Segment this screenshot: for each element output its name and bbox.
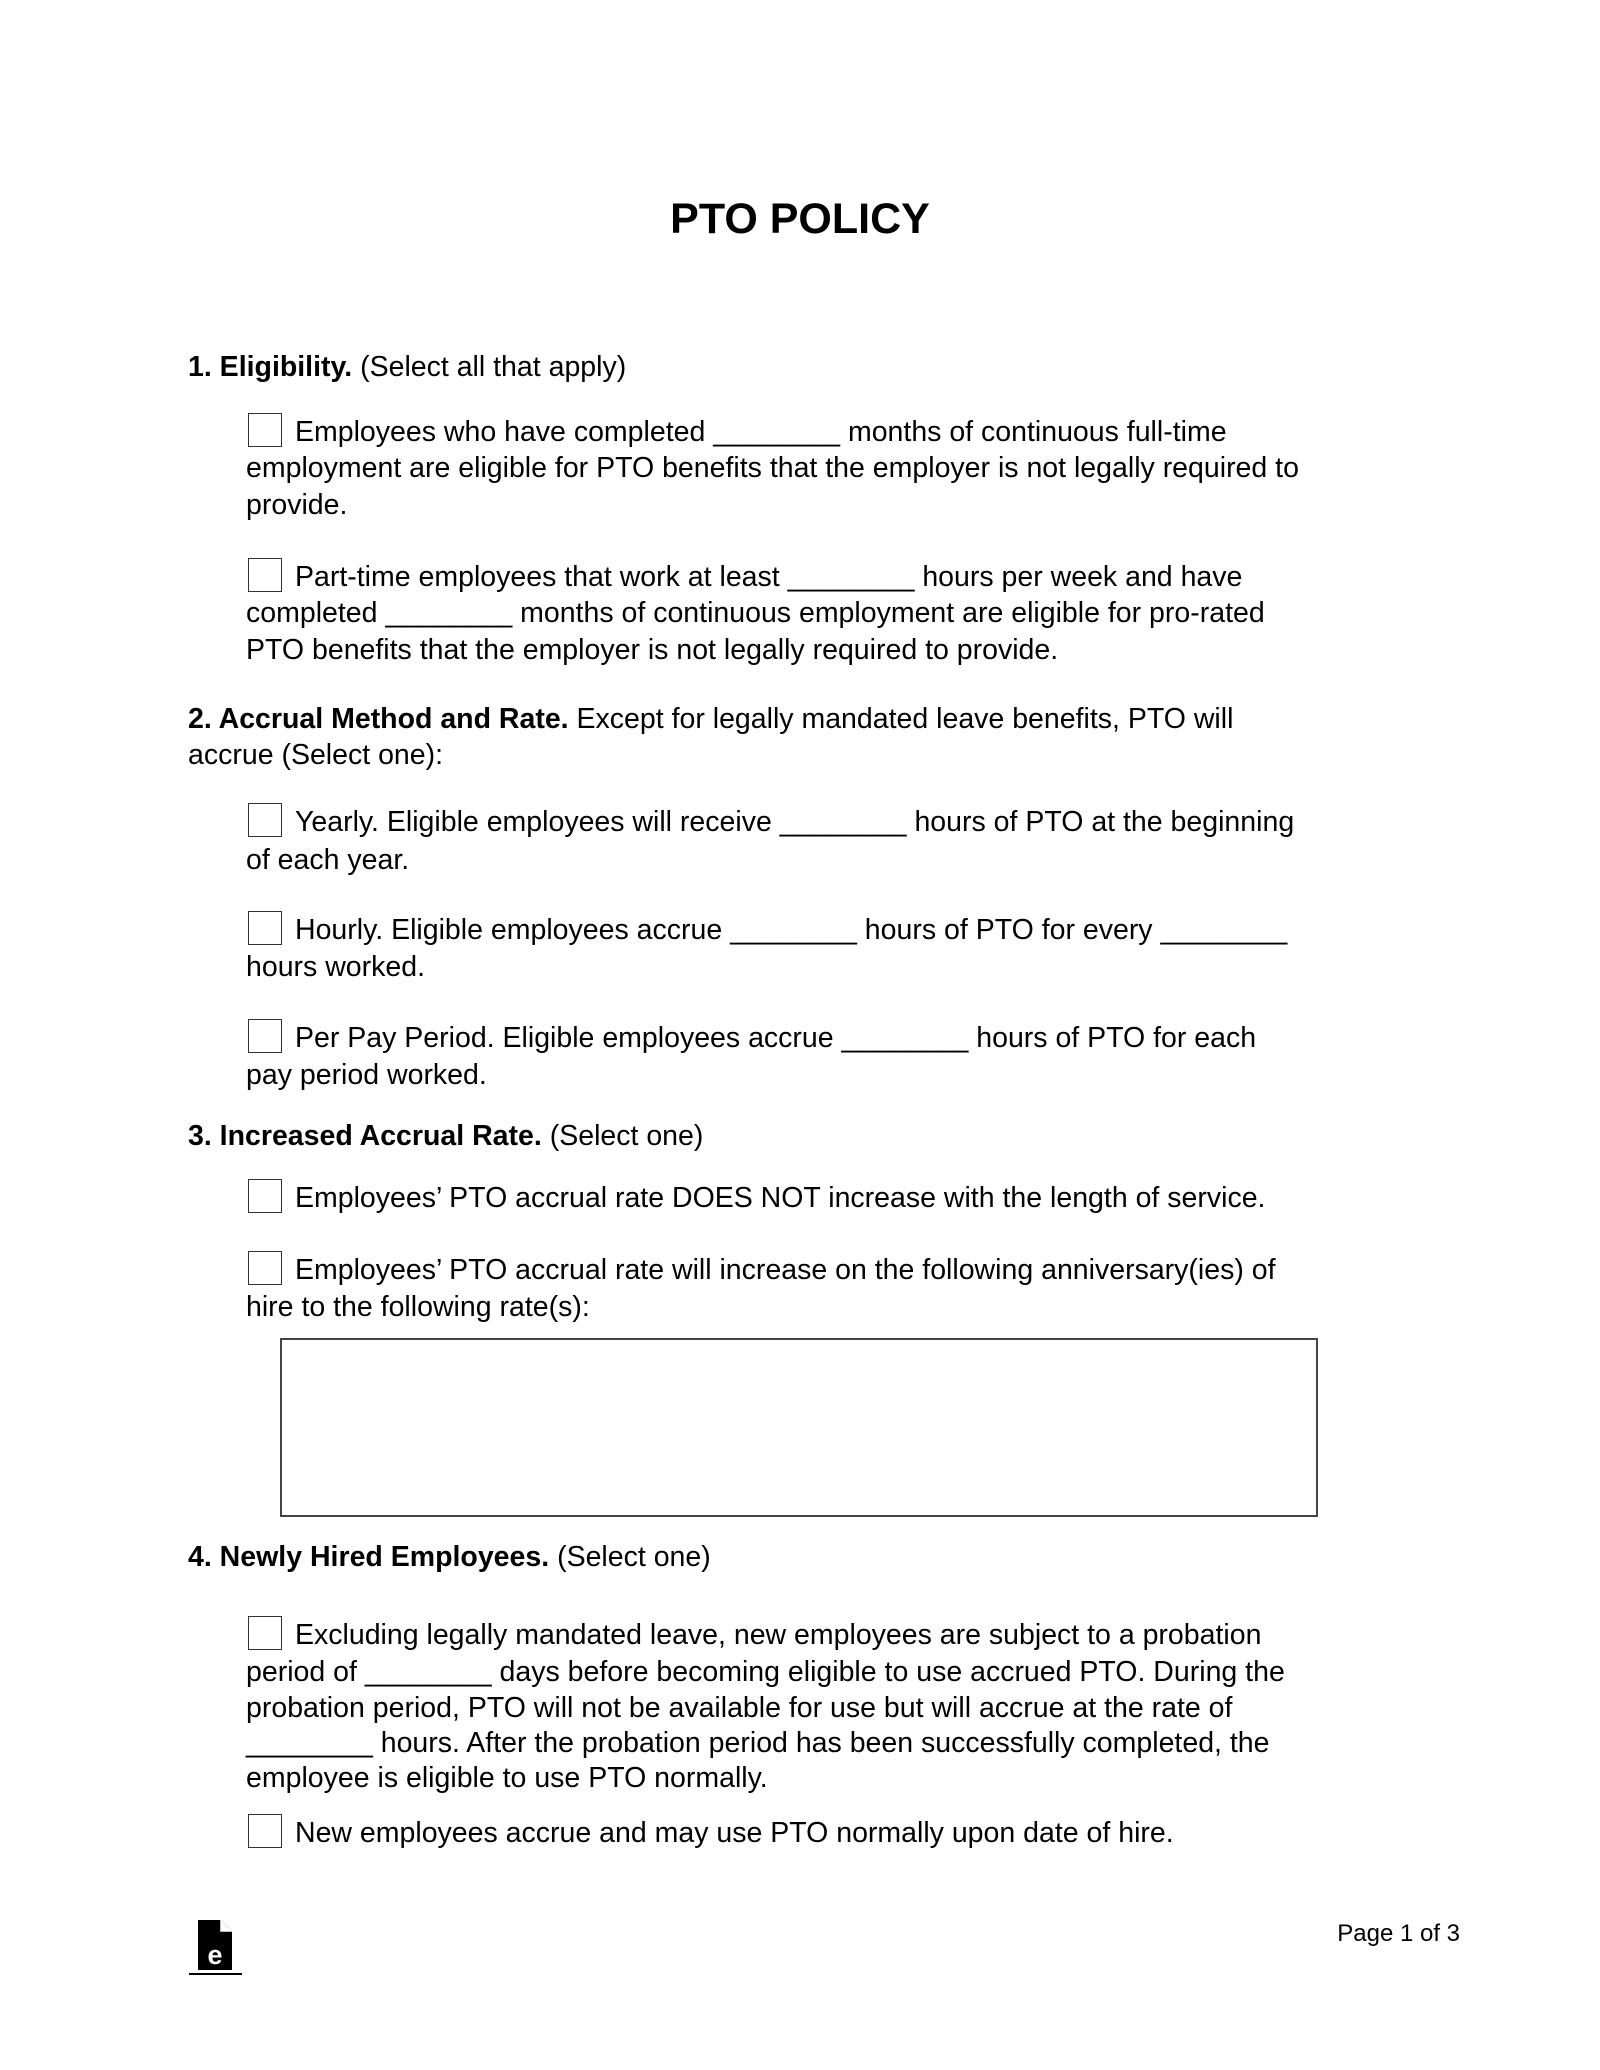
option-text-line: Employees’ PTO accrual rate DOES NOT increase with the length of service. (295, 1182, 1266, 1214)
checkbox-accrual-per-pay-period[interactable] (248, 1019, 282, 1053)
section-title: 2. Accrual Method and Rate. (188, 703, 569, 735)
option-text-line: Yearly. Eligible employees will receive ________ hours of PTO at the beginning (295, 806, 1295, 838)
section-heading-increased-accrual (188, 1118, 703, 1154)
option-text-line: employee is eligible to use PTO normally. (246, 1762, 768, 1794)
section-instruction: (Select all that apply) (352, 351, 627, 383)
checkbox-eligibility-parttime[interactable] (248, 558, 282, 592)
option-text-line: Excluding legally mandated leave, new employees are subject to a probation (295, 1619, 1262, 1651)
option-text-line: ________ hours. After the probation period has been successfully completed, the (246, 1727, 1270, 1759)
option-text-line: of each year. (246, 844, 410, 876)
option-text-line: probation period, PTO will not be available for use but will accrue at the rate of (246, 1692, 1233, 1724)
option-text-line: hours worked. (246, 951, 426, 983)
section-title: 4. Newly Hired Employees. (188, 1541, 550, 1573)
eforms-logo-icon (189, 1918, 242, 1976)
option-text-line: PTO benefits that the employer is not legally required to provide. (246, 634, 1059, 666)
section-instruction: (Select one) (541, 1120, 704, 1152)
checkbox-normal-upon-hire[interactable] (248, 1814, 282, 1848)
section-instruction-line2: accrue (Select one): (188, 739, 444, 771)
option-text-line: provide. (246, 489, 348, 521)
document-title: PTO POLICY (670, 195, 930, 243)
option-text-line: Hourly. Eligible employees accrue ________ hours of PTO for every ________ (295, 914, 1288, 946)
section-instruction: Except for legally mandated leave benefits, PTO will (568, 703, 1234, 735)
checkbox-probation-period[interactable] (248, 1616, 282, 1650)
section-title: 3. Increased Accrual Rate. (188, 1120, 542, 1152)
page-number: Page 1 of 3 (1337, 1920, 1460, 1947)
anniversary-rates-text-box[interactable] (280, 1338, 1318, 1517)
section-heading-eligibility (188, 349, 626, 385)
option-text-line: employment are eligible for PTO benefits that the employer is not legally required to (246, 452, 1299, 484)
option-text-line: completed ________ months of continuous employment are eligible for pro-rated (246, 597, 1265, 629)
option-text-line: pay period worked. (246, 1059, 487, 1091)
section-heading-accrual-method (188, 701, 1233, 737)
option-text-line: Per Pay Period. Eligible employees accrue ________ hours of PTO for each (295, 1022, 1257, 1054)
checkbox-eligibility-fulltime[interactable] (248, 413, 282, 447)
option-text-line: Employees’ PTO accrual rate will increase on the following anniversary(ies) of (295, 1254, 1276, 1286)
option-text-line: New employees accrue and may use PTO normally upon date of hire. (295, 1817, 1174, 1849)
checkbox-accrual-hourly[interactable] (248, 911, 282, 945)
option-text-line: period of ________ days before becoming eligible to use accrued PTO. During the (246, 1656, 1285, 1688)
svg-text:e: e (207, 1940, 223, 1970)
section-title: 1. Eligibility. (188, 351, 353, 383)
option-text-line: Part-time employees that work at least ________ hours per week and have (295, 561, 1243, 593)
checkbox-accrual-yearly[interactable] (248, 803, 282, 837)
section-instruction: (Select one) (549, 1541, 711, 1573)
checkbox-increase-on-anniversary[interactable] (248, 1251, 282, 1285)
section-heading-newly-hired (188, 1539, 711, 1575)
option-text-line: Employees who have completed ________ months of continuous full-time (295, 416, 1227, 448)
option-text-line: hire to the following rate(s): (246, 1291, 590, 1323)
checkbox-no-increase[interactable] (248, 1179, 282, 1213)
